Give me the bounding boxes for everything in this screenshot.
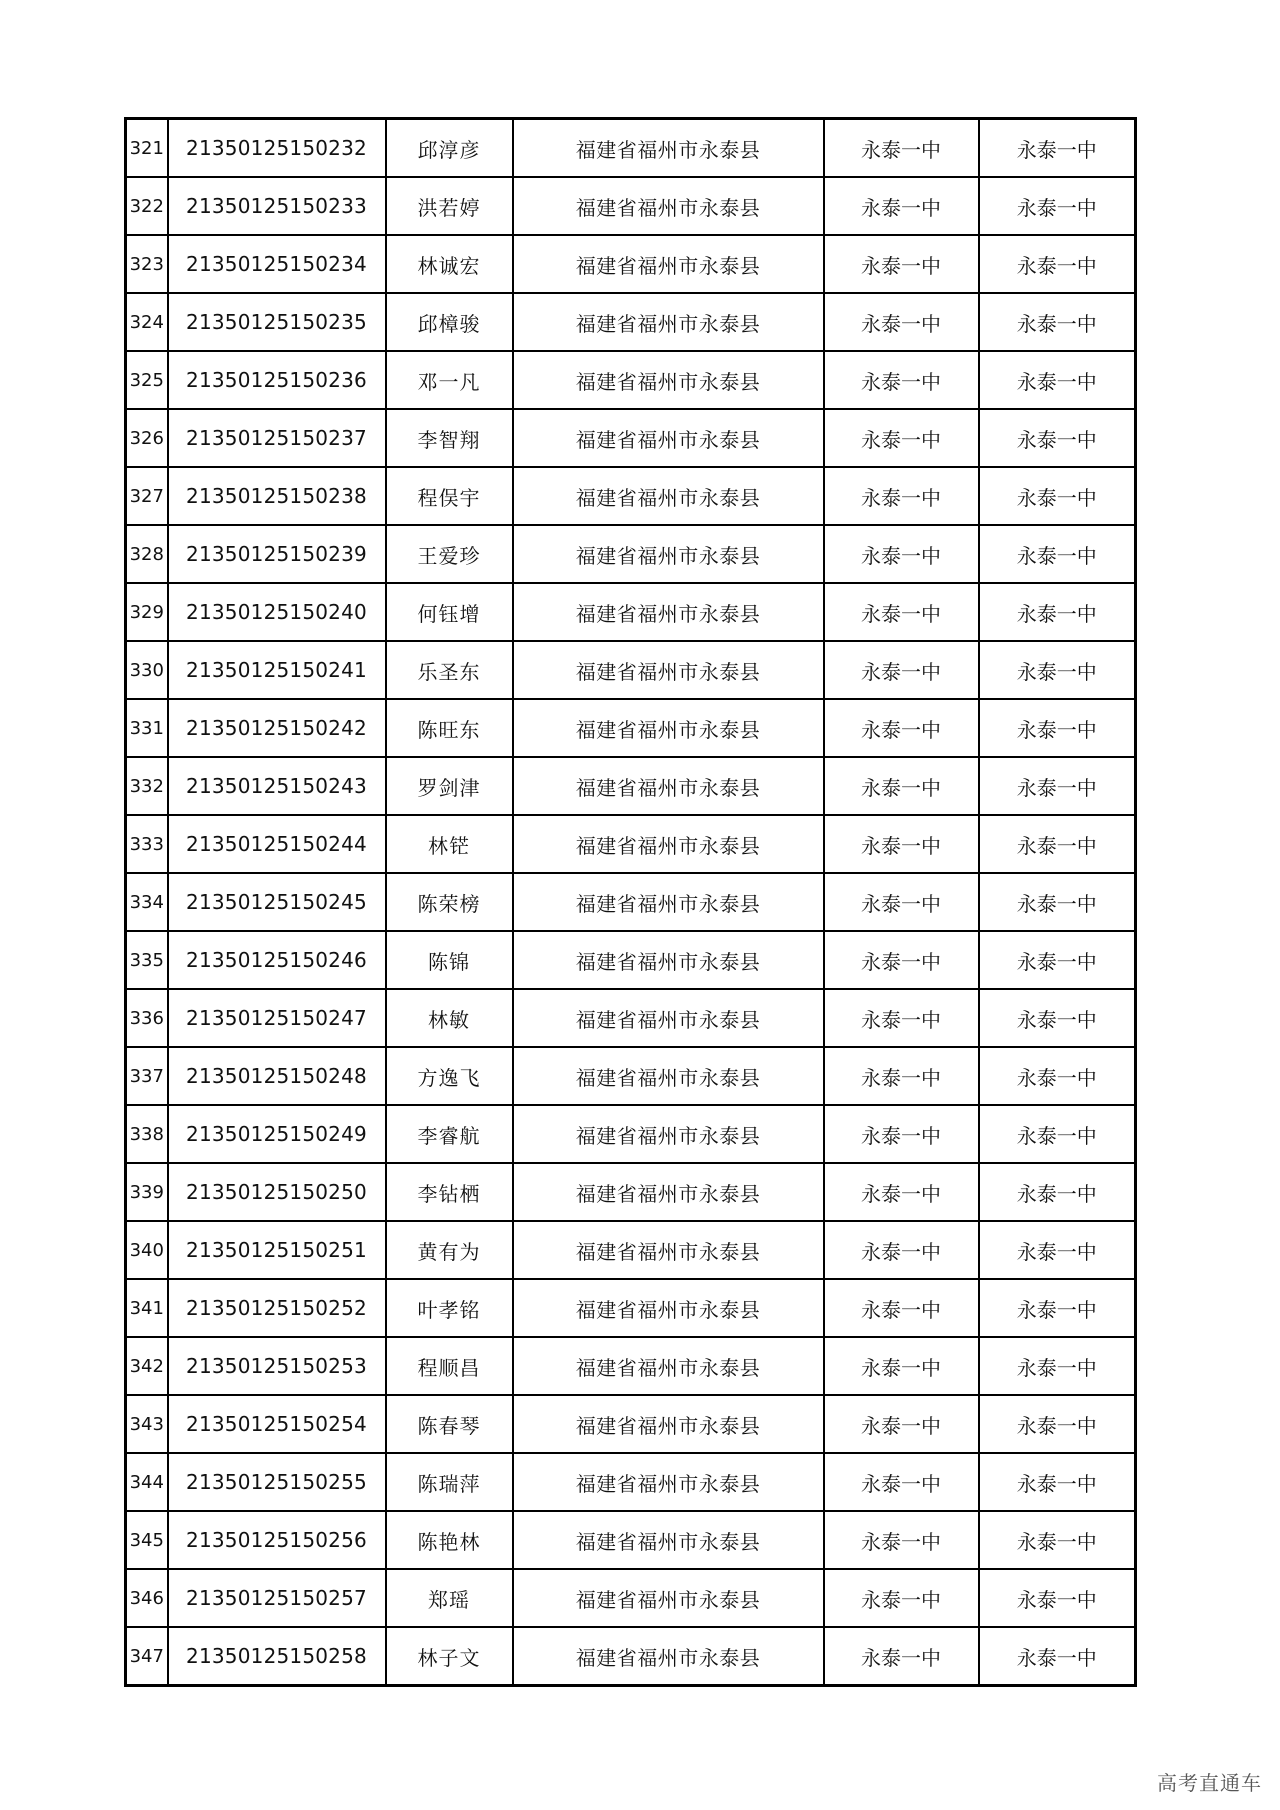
- cell-unit: 永泰一中: [979, 1337, 1136, 1395]
- cell-unit: 永泰一中: [979, 815, 1136, 873]
- cell-index: 323: [126, 235, 168, 293]
- table-row: [126, 989, 1136, 1047]
- cell-exam-id: 21350125150242: [168, 699, 386, 757]
- cell-exam-id: 21350125150241: [168, 641, 386, 699]
- cell-region: 福建省福州市永泰县: [513, 1279, 824, 1337]
- cell-region: 福建省福州市永泰县: [513, 177, 824, 235]
- table-row: [126, 1105, 1136, 1163]
- table-row: [126, 583, 1136, 641]
- table-row: [126, 177, 1136, 235]
- cell-unit: 永泰一中: [979, 351, 1136, 409]
- cell-region: 福建省福州市永泰县: [513, 1105, 824, 1163]
- cell-region: 福建省福州市永泰县: [513, 641, 824, 699]
- cell-school: 永泰一中: [824, 235, 979, 293]
- cell-region: 福建省福州市永泰县: [513, 1627, 824, 1686]
- cell-index: 340: [126, 1221, 168, 1279]
- cell-index: 345: [126, 1511, 168, 1569]
- cell-index: 331: [126, 699, 168, 757]
- cell-exam-id: 21350125150246: [168, 931, 386, 989]
- cell-index: 332: [126, 757, 168, 815]
- cell-index: 327: [126, 467, 168, 525]
- table-row: [126, 1163, 1136, 1221]
- cell-unit: 永泰一中: [979, 1511, 1136, 1569]
- cell-exam-id: 21350125150256: [168, 1511, 386, 1569]
- cell-unit: 永泰一中: [979, 409, 1136, 467]
- cell-unit: 永泰一中: [979, 757, 1136, 815]
- cell-region: 福建省福州市永泰县: [513, 873, 824, 931]
- cell-region: 福建省福州市永泰县: [513, 293, 824, 351]
- cell-region: 福建省福州市永泰县: [513, 119, 824, 178]
- table-row: [126, 1221, 1136, 1279]
- cell-school: 永泰一中: [824, 351, 979, 409]
- cell-student-name: 邱淳彦: [386, 119, 513, 178]
- cell-index: 342: [126, 1337, 168, 1395]
- cell-unit: 永泰一中: [979, 1105, 1136, 1163]
- cell-student-name: 洪若婷: [386, 177, 513, 235]
- cell-student-name: 林敏: [386, 989, 513, 1047]
- cell-region: 福建省福州市永泰县: [513, 525, 824, 583]
- cell-exam-id: 21350125150234: [168, 235, 386, 293]
- cell-region: 福建省福州市永泰县: [513, 1395, 824, 1453]
- table-row: [126, 467, 1136, 525]
- table-row: [126, 1395, 1136, 1453]
- cell-exam-id: 21350125150236: [168, 351, 386, 409]
- cell-exam-id: 21350125150258: [168, 1627, 386, 1686]
- cell-exam-id: 21350125150248: [168, 1047, 386, 1105]
- cell-region: 福建省福州市永泰县: [513, 1163, 824, 1221]
- cell-index: 322: [126, 177, 168, 235]
- cell-exam-id: 21350125150245: [168, 873, 386, 931]
- cell-school: 永泰一中: [824, 1279, 979, 1337]
- cell-index: 339: [126, 1163, 168, 1221]
- cell-index: 330: [126, 641, 168, 699]
- student-roster-table: [124, 117, 1137, 1687]
- cell-school: 永泰一中: [824, 1627, 979, 1686]
- cell-region: 福建省福州市永泰县: [513, 815, 824, 873]
- table-row: [126, 1511, 1136, 1569]
- cell-student-name: 陈旺东: [386, 699, 513, 757]
- cell-school: 永泰一中: [824, 1337, 979, 1395]
- cell-school: 永泰一中: [824, 409, 979, 467]
- cell-exam-id: 21350125150232: [168, 119, 386, 178]
- cell-index: 344: [126, 1453, 168, 1511]
- cell-student-name: 陈锦: [386, 931, 513, 989]
- cell-index: 334: [126, 873, 168, 931]
- cell-index: 336: [126, 989, 168, 1047]
- cell-region: 福建省福州市永泰县: [513, 583, 824, 641]
- cell-school: 永泰一中: [824, 989, 979, 1047]
- cell-student-name: 邱樟骏: [386, 293, 513, 351]
- table-row: [126, 1337, 1136, 1395]
- cell-student-name: 陈荣榜: [386, 873, 513, 931]
- table-row: [126, 351, 1136, 409]
- cell-student-name: 王爱珍: [386, 525, 513, 583]
- cell-unit: 永泰一中: [979, 1279, 1136, 1337]
- cell-index: 347: [126, 1627, 168, 1686]
- table-row: [126, 757, 1136, 815]
- cell-region: 福建省福州市永泰县: [513, 1221, 824, 1279]
- table-row: [126, 119, 1136, 178]
- cell-exam-id: 21350125150235: [168, 293, 386, 351]
- cell-exam-id: 21350125150237: [168, 409, 386, 467]
- cell-student-name: 程俣宇: [386, 467, 513, 525]
- table-row: [126, 293, 1136, 351]
- cell-exam-id: 21350125150239: [168, 525, 386, 583]
- cell-index: 335: [126, 931, 168, 989]
- cell-unit: 永泰一中: [979, 873, 1136, 931]
- cell-student-name: 李睿航: [386, 1105, 513, 1163]
- cell-unit: 永泰一中: [979, 699, 1136, 757]
- cell-unit: 永泰一中: [979, 1163, 1136, 1221]
- cell-exam-id: 21350125150250: [168, 1163, 386, 1221]
- cell-school: 永泰一中: [824, 467, 979, 525]
- cell-school: 永泰一中: [824, 757, 979, 815]
- cell-school: 永泰一中: [824, 1221, 979, 1279]
- cell-student-name: 黄有为: [386, 1221, 513, 1279]
- cell-region: 福建省福州市永泰县: [513, 1511, 824, 1569]
- cell-exam-id: 21350125150243: [168, 757, 386, 815]
- cell-unit: 永泰一中: [979, 641, 1136, 699]
- table-row: [126, 699, 1136, 757]
- table-row: [126, 1279, 1136, 1337]
- cell-unit: 永泰一中: [979, 1627, 1136, 1686]
- cell-unit: 永泰一中: [979, 467, 1136, 525]
- cell-student-name: 叶孝铭: [386, 1279, 513, 1337]
- cell-index: 337: [126, 1047, 168, 1105]
- cell-index: 326: [126, 409, 168, 467]
- cell-region: 福建省福州市永泰县: [513, 1453, 824, 1511]
- cell-school: 永泰一中: [824, 1047, 979, 1105]
- table-row: [126, 1569, 1136, 1627]
- cell-index: 343: [126, 1395, 168, 1453]
- cell-unit: 永泰一中: [979, 525, 1136, 583]
- cell-index: 324: [126, 293, 168, 351]
- cell-region: 福建省福州市永泰县: [513, 409, 824, 467]
- cell-exam-id: 21350125150244: [168, 815, 386, 873]
- cell-region: 福建省福州市永泰县: [513, 1047, 824, 1105]
- cell-exam-id: 21350125150253: [168, 1337, 386, 1395]
- cell-region: 福建省福州市永泰县: [513, 699, 824, 757]
- cell-region: 福建省福州市永泰县: [513, 351, 824, 409]
- cell-school: 永泰一中: [824, 583, 979, 641]
- cell-student-name: 陈春琴: [386, 1395, 513, 1453]
- cell-index: 325: [126, 351, 168, 409]
- table-row: [126, 873, 1136, 931]
- table-row: [126, 235, 1136, 293]
- cell-index: 338: [126, 1105, 168, 1163]
- cell-student-name: 乐圣东: [386, 641, 513, 699]
- table-row: [126, 1453, 1136, 1511]
- cell-exam-id: 21350125150254: [168, 1395, 386, 1453]
- cell-school: 永泰一中: [824, 1395, 979, 1453]
- cell-exam-id: 21350125150257: [168, 1569, 386, 1627]
- table-row: [126, 815, 1136, 873]
- cell-school: 永泰一中: [824, 293, 979, 351]
- cell-unit: 永泰一中: [979, 1569, 1136, 1627]
- cell-unit: 永泰一中: [979, 235, 1136, 293]
- cell-region: 福建省福州市永泰县: [513, 757, 824, 815]
- watermark-text: 高考直通车: [1157, 1771, 1262, 1795]
- cell-student-name: 郑瑶: [386, 1569, 513, 1627]
- cell-unit: 永泰一中: [979, 989, 1136, 1047]
- cell-region: 福建省福州市永泰县: [513, 467, 824, 525]
- cell-region: 福建省福州市永泰县: [513, 1569, 824, 1627]
- cell-school: 永泰一中: [824, 119, 979, 178]
- cell-region: 福建省福州市永泰县: [513, 1337, 824, 1395]
- cell-student-name: 李智翔: [386, 409, 513, 467]
- cell-unit: 永泰一中: [979, 931, 1136, 989]
- table-row: [126, 409, 1136, 467]
- cell-student-name: 林铓: [386, 815, 513, 873]
- cell-school: 永泰一中: [824, 1163, 979, 1221]
- cell-exam-id: 21350125150238: [168, 467, 386, 525]
- cell-school: 永泰一中: [824, 931, 979, 989]
- cell-school: 永泰一中: [824, 1105, 979, 1163]
- cell-school: 永泰一中: [824, 1453, 979, 1511]
- cell-unit: 永泰一中: [979, 177, 1136, 235]
- cell-exam-id: 21350125150249: [168, 1105, 386, 1163]
- cell-exam-id: 21350125150233: [168, 177, 386, 235]
- cell-exam-id: 21350125150255: [168, 1453, 386, 1511]
- table-row: [126, 641, 1136, 699]
- cell-student-name: 林诚宏: [386, 235, 513, 293]
- cell-index: 333: [126, 815, 168, 873]
- cell-student-name: 方逸飞: [386, 1047, 513, 1105]
- table-row: [126, 525, 1136, 583]
- cell-unit: 永泰一中: [979, 1221, 1136, 1279]
- cell-exam-id: 21350125150240: [168, 583, 386, 641]
- cell-unit: 永泰一中: [979, 1453, 1136, 1511]
- cell-school: 永泰一中: [824, 1511, 979, 1569]
- cell-student-name: 李钻栖: [386, 1163, 513, 1221]
- cell-unit: 永泰一中: [979, 119, 1136, 178]
- cell-index: 346: [126, 1569, 168, 1627]
- cell-unit: 永泰一中: [979, 293, 1136, 351]
- cell-student-name: 陈艳林: [386, 1511, 513, 1569]
- cell-school: 永泰一中: [824, 815, 979, 873]
- roster-body: [126, 119, 1136, 1686]
- cell-unit: 永泰一中: [979, 583, 1136, 641]
- cell-school: 永泰一中: [824, 699, 979, 757]
- cell-school: 永泰一中: [824, 873, 979, 931]
- cell-school: 永泰一中: [824, 177, 979, 235]
- cell-exam-id: 21350125150252: [168, 1279, 386, 1337]
- table-row: [126, 931, 1136, 989]
- cell-index: 341: [126, 1279, 168, 1337]
- table-row: [126, 1047, 1136, 1105]
- cell-student-name: 邓一凡: [386, 351, 513, 409]
- cell-exam-id: 21350125150247: [168, 989, 386, 1047]
- cell-student-name: 程顺昌: [386, 1337, 513, 1395]
- cell-index: 328: [126, 525, 168, 583]
- cell-exam-id: 21350125150251: [168, 1221, 386, 1279]
- cell-region: 福建省福州市永泰县: [513, 931, 824, 989]
- cell-student-name: 陈瑞萍: [386, 1453, 513, 1511]
- cell-unit: 永泰一中: [979, 1047, 1136, 1105]
- cell-region: 福建省福州市永泰县: [513, 989, 824, 1047]
- cell-school: 永泰一中: [824, 641, 979, 699]
- cell-student-name: 罗剑津: [386, 757, 513, 815]
- table-row: [126, 1627, 1136, 1686]
- cell-student-name: 林子文: [386, 1627, 513, 1686]
- cell-index: 329: [126, 583, 168, 641]
- cell-unit: 永泰一中: [979, 1395, 1136, 1453]
- cell-index: 321: [126, 119, 168, 178]
- cell-student-name: 何钰增: [386, 583, 513, 641]
- cell-region: 福建省福州市永泰县: [513, 235, 824, 293]
- cell-school: 永泰一中: [824, 1569, 979, 1627]
- cell-school: 永泰一中: [824, 525, 979, 583]
